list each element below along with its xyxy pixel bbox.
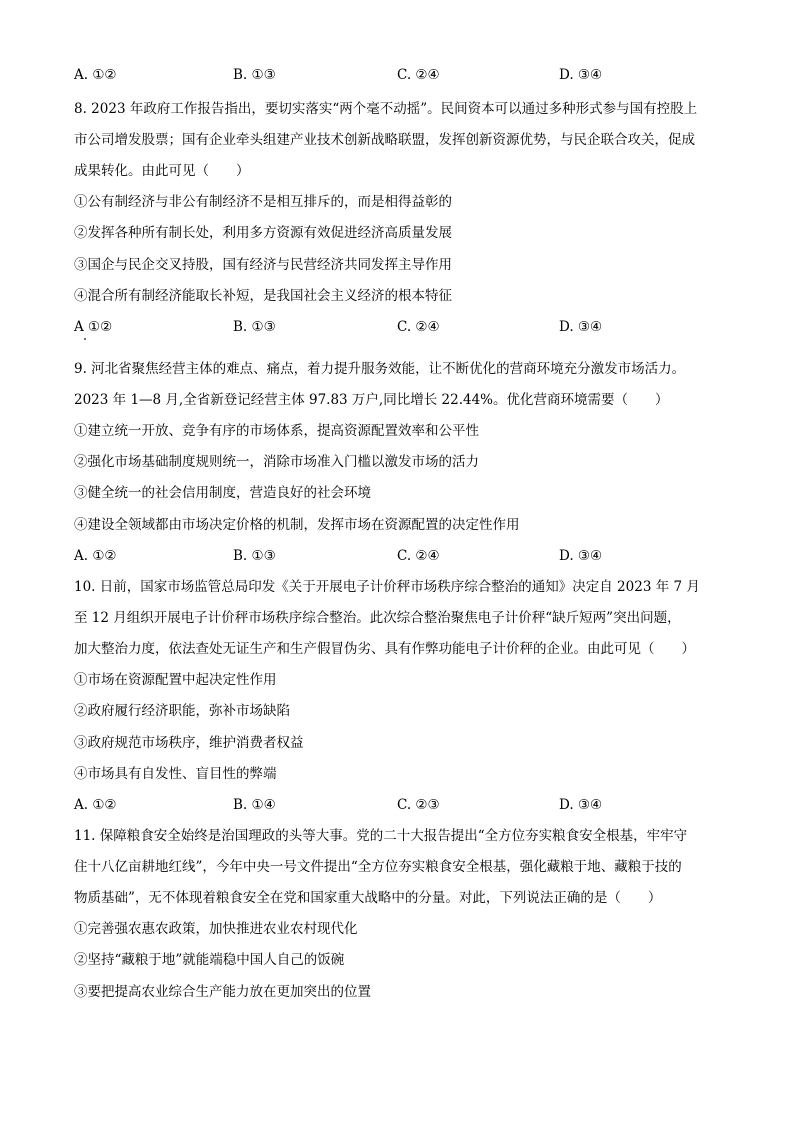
q8-option-d: D. ③④ — [559, 319, 603, 335]
q10-option-c: C. ②③ — [397, 797, 440, 813]
q10-item-2: ②政府履行经济职能，弥补市场缺陷 — [74, 703, 290, 719]
q11-item-1: ①完善强农惠农政策，加快推进农业农村现代化 — [74, 921, 358, 937]
q9-option-a: A. ①② — [74, 548, 117, 564]
q9-option-c: C. ②④ — [397, 548, 440, 564]
q11-stem-line-2: 住十八亿亩耕地红线”，今年中央一号文件提出“全方位夯实粮食安全根基，强化藏粮于地、藏粮于技的 — [74, 859, 682, 875]
q7-option-c: C. ②④ — [397, 67, 440, 83]
q7-option-d: D. ③④ — [559, 67, 603, 83]
q10-item-4: ④市场具有自发性、盲目性的弊端 — [74, 766, 277, 782]
q10-stem-line-3: 加大整治力度，依法查处无证生产和生产假冒伪劣、具有作弊功能电子计价秤的企业。由此可见（ ） — [74, 641, 695, 657]
q7-option-b: B. ①③ — [233, 67, 276, 83]
q9-item-4: ④建设全领域都由市场决定价格的机制，发挥市场在资源配置的决定性作用 — [74, 517, 520, 533]
q8-item-1: ①公有制经济与非公有制经济不是相互排斥的，而是相得益彰的 — [74, 194, 452, 210]
q11-stem-line-3: 物质基础”，无不体现着粮食安全在党和国家重大战略中的分量。对此，下列说法正确的是（ ） — [74, 890, 662, 906]
q9-stem-line-2: 2023 年 1—8 月,全省新登记经营主体 97.83 万户,同比增长 22.44%。优化营商环境需要（ ） — [74, 392, 669, 408]
q9-stem-line-1: 9. 河北省聚焦经营主体的难点、痛点，着力提升服务效能，让不断优化的营商环境充分激发市场活力。 — [74, 361, 686, 377]
q8-stem-line-3: 成果转化。由此可见（ ） — [74, 163, 250, 179]
q8-stem-line-2: 市公司增发股票；国有企业牵头组建产业技术创新战略联盟，发挥创新资源优势，与民企联合攻关，促成 — [74, 132, 695, 148]
q10-option-d: D. ③④ — [559, 797, 603, 813]
q8-item-4: ④混合所有制经济能取长补短，是我国社会主义经济的根本特征 — [74, 288, 452, 304]
q10-stem-line-1: 10. 日前，国家市场监管总局印发《关于开展电子计价秤市场秩序综合整治的通知》决定自 2023 年 7 月 — [74, 579, 700, 595]
q10-stem-line-2: 至 12 月组织开展电子计价秤市场秩序综合整治。此次综合整治聚焦电子计价秤“缺斤短两”突出问题， — [74, 610, 681, 626]
q9-item-2: ②强化市场基础制度规则统一，消除市场准入门槛以激发市场的活力 — [74, 454, 479, 470]
q11-item-3: ③要把提高农业综合生产能力放在更加突出的位置 — [74, 984, 371, 1000]
q8-option-c: C. ②④ — [397, 319, 440, 335]
q10-item-1: ①市场在资源配置中起决定性作用 — [74, 672, 277, 688]
q8-item-3: ③国企与民企交叉持股，国有经济与民营经济共同发挥主导作用 — [74, 257, 452, 273]
q10-option-a: A. ①② — [74, 797, 117, 813]
q11-stem-line-1: 11. 保障粮食安全始终是治国理政的头等大事。党的二十大报告提出“全方位夯实粮食安全根基，牢牢守 — [74, 828, 688, 844]
q8-option-b: B. ①③ — [233, 319, 276, 335]
q9-option-b: B. ①③ — [233, 548, 276, 564]
q7-option-a: A. ①② — [74, 67, 117, 83]
q8-option-a: A ①② — [74, 319, 113, 335]
q9-item-1: ①建立统一开放、竞争有序的市场体系，提高资源配置效率和公平性 — [74, 423, 479, 439]
q8-item-2: ②发挥各种所有制长处，利用多方资源有效促进经济高质量发展 — [74, 225, 452, 241]
q10-item-3: ③政府规范市场秩序，维护消费者权益 — [74, 735, 304, 751]
q11-item-2: ②坚持“藏粮于地”就能端稳中国人自己的饭碗 — [74, 952, 345, 968]
q9-option-d: D. ③④ — [559, 548, 603, 564]
q9-item-3: ③健全统一的社会信用制度，营造良好的社会环境 — [74, 485, 371, 501]
q10-option-b: B. ①④ — [233, 797, 276, 813]
stray-dot-mark — [84, 338, 86, 340]
q8-stem-line-1: 8. 2023 年政府工作报告指出，要切实落实“两个毫不动摇”。民间资本可以通过多种形式参与国有控股上 — [74, 101, 698, 117]
